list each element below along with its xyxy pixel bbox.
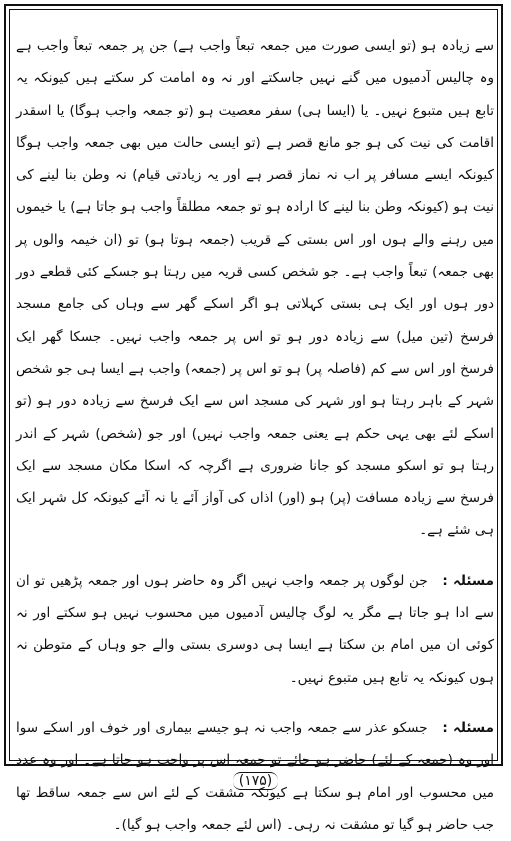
paragraph-2-text: جن لوگوں پر جمعہ واجب نہیں اگر وہ حاضر ہوں اور جمعہ پڑھیں تو ان سے ادا ہو جاتا ہے مگر یہ لوگ چالیس آدمیوں میں محسوب نہیں ہو سکتے اور نہ کوئی ان میں امام بن سکتا ہے ایسا ہی دوسری بستی والے جو وہاں کے متوطن نہ ہوں کیونکہ یہ تابع ہیں متبوع نہیں۔	[16, 572, 494, 686]
page-text	[16, 30, 494, 841]
paragraph-1-text: سے زیادہ ہو (تو ایسی صورت میں جمعہ تبعاً واجب ہے) جن پر جمعہ تبعاً واجب ہے وہ چالیس آدمیوں میں گنے نہیں جاسکتے اور نہ وہ امامت کر سکتے ہیں کیونکہ یہ تابع ہیں متبوع نہیں۔ یا (ایسا ہی) سفر معصیت ہو (تو جمعہ واجب ہوگا) یا اسقدر اقامت کی نیت کی ہو جو مانع قصر ہے (تو ایسی حالت میں بھی جمعہ واجب ہوگا کیونکہ ایسے مسافر پر اب نہ نماز قصر ہے اور یہ زیادتی قیام) نہ وطن بنا لینے کی نیت ہو (کیونکہ وطن بنا لینے کا ارادہ ہو تو جمعہ مطلقاً واجب ہو جاتا ہے) یا خیموں میں رہنے والے ہوں اور اس بستی کے قریب (جمعہ ہوتا ہو) تو (ان خیمہ والوں پر بھی جمعہ) تبعاً واجب ہے۔ جو شخص کسی قریہ میں رہتا ہو جسکے کئی قطعے دور دور ہوں اور ایک ہی بستی کہلاتی ہو اگر اسکے گھر سے وہاں کی جامع مسجد فرسخ (تین میل) سے زیادہ دور ہو تو اس پر جمعہ واجب نہیں۔ جسکا گھر ایک فرسخ اور اس سے کم (فاصلہ پر) ہو تو اس پر (جمعہ) واجب ہے ایسا ہی جو شخص شہر کے باہر رہتا ہو اور شہر کی مسجد اس سے ایک فرسخ سے زیادہ دور ہو (تو اسکے لئے بھی یہی حکم ہے یعنی جمعہ واجب نہیں) اور جو (شخص) شہر کے اندر رہتا ہو تو اسکو مسجد کو جانا ضروری ہے اگرچہ کہ اسکا مکان مسجد سے ایک فرسخ سے زیادہ مسافت (پر) ہو (اور) اذاں کی آواز آئے یا نہ آئے کیونکہ کل شہر ایک ہی شئے ہے۔	[16, 38, 494, 539]
paragraph-3-text: جسکو عذر سے جمعہ واجب نہ ہو جیسے بیماری اور خوف اور اسکے سوا اور وہ (جمعہ کے لئے) حاضر ہو جائے تو جمعہ اس پر واجب ہو جاتا ہے۔ اور وہ عدد میں محسوب اور امام ہو سکتا ہے کیونکہ مشقت کے لئے اس سے جمعہ ساقط تھا جب حاضر ہو گیا تو مشقت نہ رہی۔ (اس لئے جمعہ واجب ہو گیا)۔	[16, 719, 494, 833]
masala-label: مسئلہ :	[442, 572, 494, 589]
masala-label: مسئلہ :	[442, 719, 494, 736]
page-number-text: (۱۷۵)	[233, 772, 278, 790]
page-number	[0, 772, 511, 790]
paragraph-continuation	[16, 30, 494, 547]
paragraph-masala-1	[16, 565, 494, 694]
